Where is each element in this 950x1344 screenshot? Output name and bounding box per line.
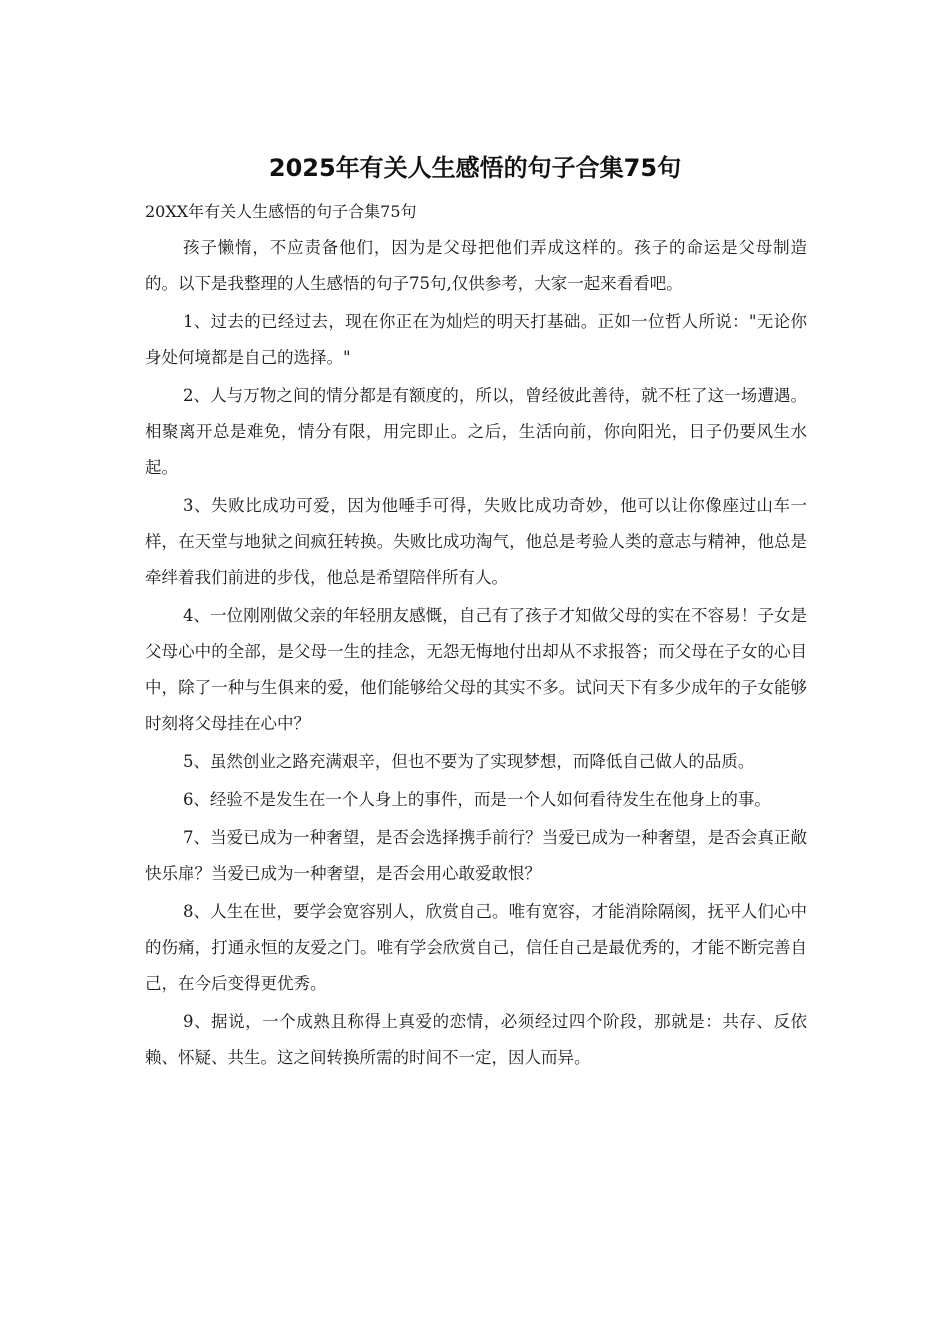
intro-paragraph: 孩子懒惰，不应责备他们，因为是父母把他们弄成这样的。孩子的命运是父母制造的。以下是我整理的人生感悟的句子75句,仅供参考，大家一起来看看吧。	[145, 238, 807, 293]
quote-paragraph-6: 6、经验不是发生在一个人身上的事件，而是一个人如何看待发生在他身上的事。	[182, 790, 771, 809]
document-title: 2025年有关人生感悟的句子合集75句	[268, 154, 682, 182]
quote-paragraph-2: 2、人与万物之间的情分都是有额度的，所以，曾经彼此善待，就不枉了这一场遭遇。相聚离开总是难免，情分有限，用完即止。之后，生活向前，你向阳光，日子仍要风生水起。	[145, 386, 807, 477]
quote-paragraph-9: 9、据说，一个成熟且称得上真爱的恋情，必须经过四个阶段，那就是：共存、反依赖、怀疑、共生。这之间转换所需的时间不一定，因人而异。	[145, 1012, 807, 1067]
document-subtitle: 20XX年有关人生感悟的句子合集75句	[145, 202, 417, 221]
quote-paragraph-7: 7、当爱已成为一种奢望，是否会选择携手前行？当爱已成为一种奢望，是否会真正敞快乐扉？当爱已成为一种奢望，是否会用心敢爱敢恨？	[145, 828, 807, 883]
quote-paragraph-1: 1、过去的已经过去，现在你正在为灿烂的明天打基础。正如一位哲人所说："无论你身处何境都是自己的选择。"	[145, 312, 807, 367]
quote-paragraph-4: 4、一位刚刚做父亲的年轻朋友感慨，自己有了孩子才知做父母的实在不容易！子女是父母心中的全部，是父母一生的挂念，无怨无悔地付出却从不求报答；而父母在子女的心目中，除了一种与生俱来的爱，他们能够给父母的其实不多。试问天下有多少成年的子女能够时刻将父母挂在心中？	[145, 606, 807, 733]
quote-paragraph-5: 5、虽然创业之路充满艰辛，但也不要为了实现梦想，而降低自己做人的品质。	[182, 752, 755, 771]
quote-paragraph-8: 8、人生在世，要学会宽容别人，欣赏自己。唯有宽容，才能消除隔阂，抚平人们心中的伤痛，打通永恒的友爱之门。唯有学会欣赏自己，信任自己是最优秀的，才能不断完善自己，在今后变得更优秀。	[145, 902, 807, 993]
quote-paragraph-3: 3、失败比成功可爱，因为他唾手可得，失败比成功奇妙，他可以让你像座过山车一样，在天堂与地狱之间疯狂转换。失败比成功淘气，他总是考验人类的意志与精神，他总是牵绊着我们前进的步伐，他总是希望陪伴所有人。	[145, 496, 807, 587]
document-body	[145, 230, 807, 1078]
